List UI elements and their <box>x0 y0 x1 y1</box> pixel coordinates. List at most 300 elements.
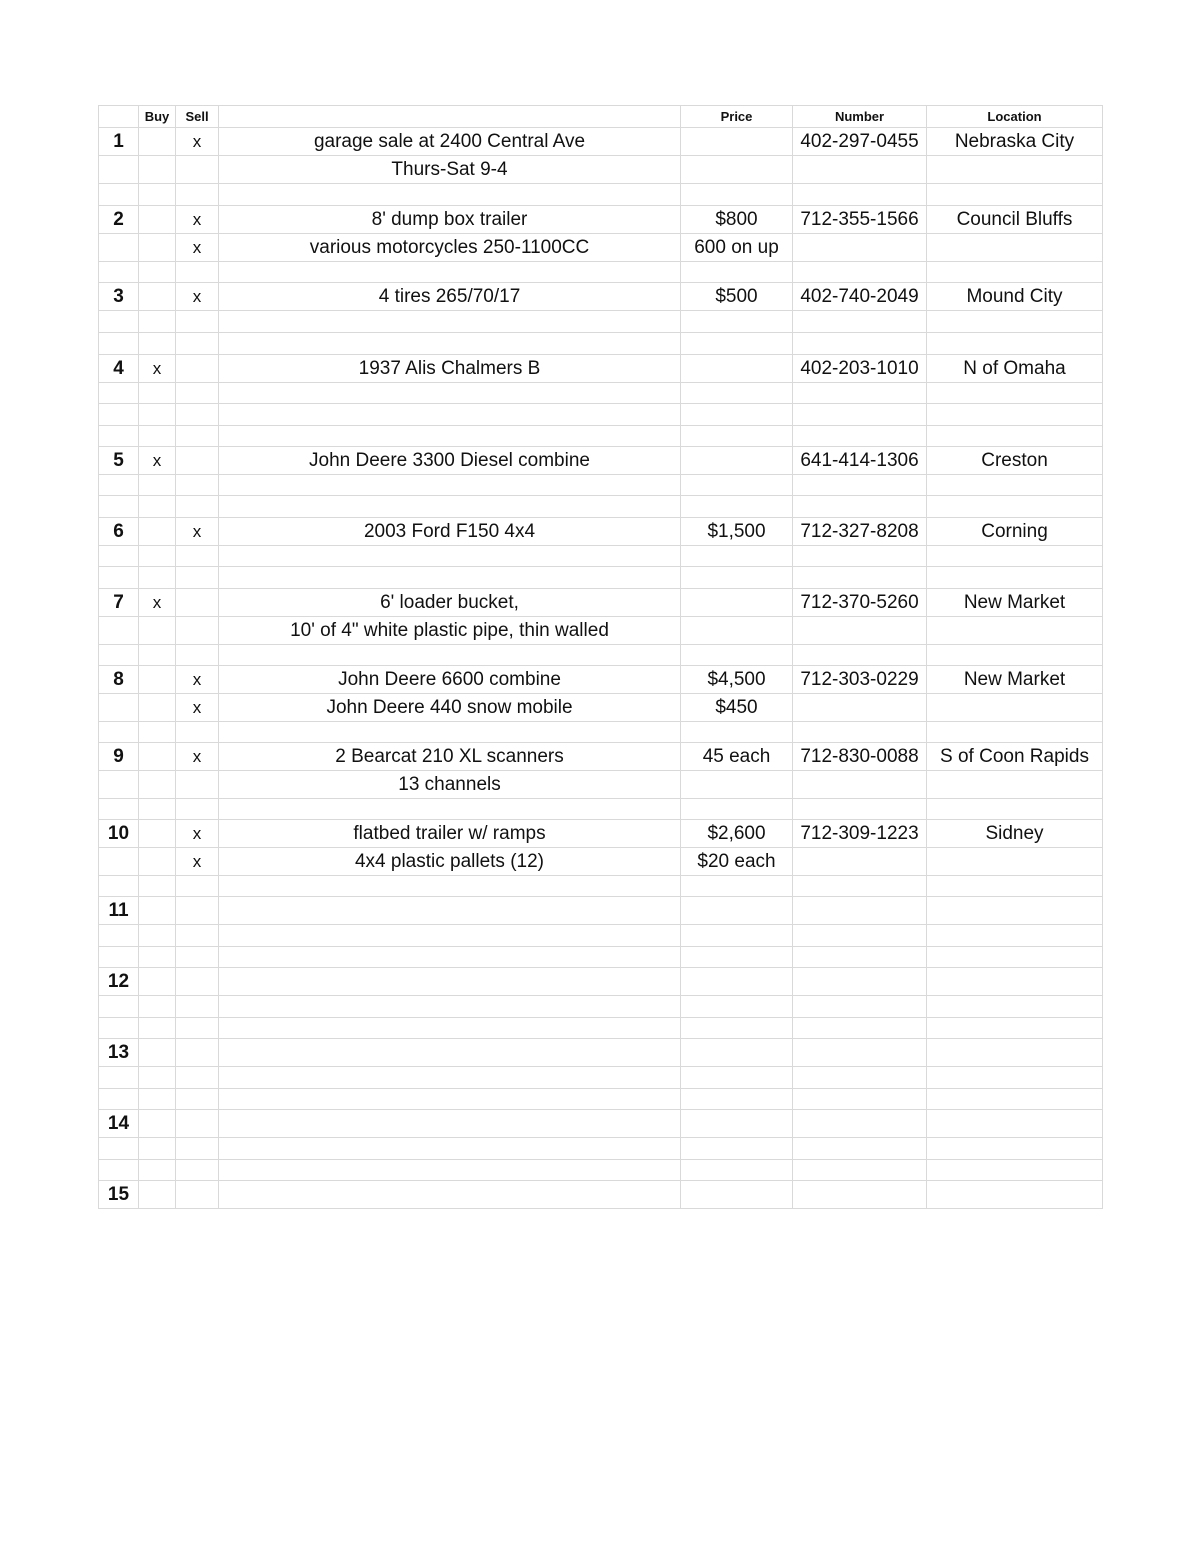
item-location: New Market <box>927 589 1103 617</box>
table-row <box>99 518 1103 546</box>
item-description: garage sale at 2400 Central Ave <box>219 128 681 156</box>
row-index <box>99 311 139 333</box>
sell-mark <box>176 1089 219 1110</box>
table-row <box>99 311 1103 333</box>
sell-mark <box>176 1160 219 1181</box>
item-location: Mound City <box>927 283 1103 311</box>
item-description: John Deere 3300 Diesel combine <box>219 447 681 475</box>
item-location <box>927 876 1103 897</box>
item-location <box>927 1039 1103 1067</box>
item-price <box>681 947 793 968</box>
item-price: $800 <box>681 206 793 234</box>
item-description <box>219 947 681 968</box>
phone-number <box>793 475 927 496</box>
buy-mark <box>139 311 176 333</box>
item-location <box>927 771 1103 799</box>
listings-body <box>99 128 1103 1209</box>
buy-mark <box>139 743 176 771</box>
sell-mark <box>176 1018 219 1039</box>
header-index <box>99 106 139 128</box>
phone-number <box>793 722 927 743</box>
table-row <box>99 404 1103 426</box>
item-description <box>219 496 681 518</box>
sell-mark <box>176 645 219 666</box>
item-price <box>681 404 793 426</box>
item-price <box>681 1160 793 1181</box>
item-description: 8' dump box trailer <box>219 206 681 234</box>
table-row <box>99 589 1103 617</box>
item-location <box>927 496 1103 518</box>
row-index <box>99 475 139 496</box>
sell-mark <box>176 925 219 947</box>
table-row <box>99 156 1103 184</box>
item-location <box>927 694 1103 722</box>
sell-mark <box>176 1039 219 1067</box>
table-row <box>99 355 1103 383</box>
item-location <box>927 799 1103 820</box>
phone-number <box>793 1160 927 1181</box>
row-index <box>99 645 139 666</box>
row-index <box>99 1138 139 1160</box>
sell-mark: x <box>176 234 219 262</box>
buy-mark <box>139 771 176 799</box>
table-row <box>99 1110 1103 1138</box>
buy-mark <box>139 206 176 234</box>
sell-mark <box>176 333 219 355</box>
sell-mark <box>176 404 219 426</box>
phone-number <box>793 925 927 947</box>
row-index: 12 <box>99 968 139 996</box>
item-description: 2 Bearcat 210 XL scanners <box>219 743 681 771</box>
buy-mark <box>139 1018 176 1039</box>
sell-mark <box>176 311 219 333</box>
item-price <box>681 1039 793 1067</box>
row-index <box>99 184 139 206</box>
phone-number <box>793 311 927 333</box>
row-index <box>99 1160 139 1181</box>
phone-number <box>793 617 927 645</box>
sell-mark <box>176 426 219 447</box>
phone-number <box>793 799 927 820</box>
row-index <box>99 799 139 820</box>
table-row <box>99 567 1103 589</box>
item-price <box>681 475 793 496</box>
item-price <box>681 333 793 355</box>
phone-number <box>793 897 927 925</box>
item-description <box>219 968 681 996</box>
item-location: S of Coon Rapids <box>927 743 1103 771</box>
buy-mark <box>139 404 176 426</box>
item-price <box>681 184 793 206</box>
table-row <box>99 771 1103 799</box>
buy-mark <box>139 1138 176 1160</box>
item-price <box>681 968 793 996</box>
item-location <box>927 947 1103 968</box>
row-index <box>99 234 139 262</box>
buy-mark <box>139 518 176 546</box>
item-description <box>219 1039 681 1067</box>
row-index <box>99 722 139 743</box>
row-index <box>99 694 139 722</box>
item-description <box>219 184 681 206</box>
buy-mark <box>139 897 176 925</box>
sell-mark <box>176 262 219 283</box>
row-index <box>99 426 139 447</box>
table-row <box>99 1160 1103 1181</box>
item-description: 1937 Alis Chalmers B <box>219 355 681 383</box>
buy-mark: x <box>139 447 176 475</box>
table-row <box>99 184 1103 206</box>
buy-mark <box>139 848 176 876</box>
item-description: 13 channels <box>219 771 681 799</box>
buy-mark <box>139 799 176 820</box>
sell-mark: x <box>176 743 219 771</box>
item-location <box>927 1018 1103 1039</box>
phone-number: 641-414-1306 <box>793 447 927 475</box>
buy-mark <box>139 234 176 262</box>
row-index <box>99 1089 139 1110</box>
sell-mark: x <box>176 206 219 234</box>
sell-mark <box>176 968 219 996</box>
item-location: N of Omaha <box>927 355 1103 383</box>
item-description <box>219 799 681 820</box>
item-price <box>681 645 793 666</box>
header-price: Price <box>681 106 793 128</box>
item-price <box>681 897 793 925</box>
phone-number: 712-327-8208 <box>793 518 927 546</box>
phone-number: 402-740-2049 <box>793 283 927 311</box>
item-location <box>927 1110 1103 1138</box>
sell-mark: x <box>176 820 219 848</box>
item-location <box>927 1181 1103 1209</box>
phone-number <box>793 1039 927 1067</box>
table-row <box>99 722 1103 743</box>
item-price <box>681 262 793 283</box>
table-row <box>99 645 1103 666</box>
item-description: John Deere 440 snow mobile <box>219 694 681 722</box>
row-index <box>99 848 139 876</box>
table-row <box>99 848 1103 876</box>
item-price <box>681 1089 793 1110</box>
item-location <box>927 1138 1103 1160</box>
phone-number <box>793 404 927 426</box>
table-row <box>99 1018 1103 1039</box>
buy-mark <box>139 1110 176 1138</box>
item-price <box>681 567 793 589</box>
buy-mark <box>139 184 176 206</box>
item-price <box>681 156 793 184</box>
sell-mark <box>176 1067 219 1089</box>
phone-number <box>793 947 927 968</box>
buy-mark <box>139 262 176 283</box>
row-index: 1 <box>99 128 139 156</box>
table-row <box>99 496 1103 518</box>
phone-number <box>793 876 927 897</box>
phone-number <box>793 1089 927 1110</box>
phone-number <box>793 848 927 876</box>
sell-mark <box>176 475 219 496</box>
item-location <box>927 156 1103 184</box>
phone-number <box>793 546 927 567</box>
item-price <box>681 799 793 820</box>
table-row <box>99 1181 1103 1209</box>
row-index: 13 <box>99 1039 139 1067</box>
row-index <box>99 546 139 567</box>
phone-number: 712-309-1223 <box>793 820 927 848</box>
item-description <box>219 645 681 666</box>
phone-number <box>793 333 927 355</box>
row-index <box>99 333 139 355</box>
item-description <box>219 1160 681 1181</box>
row-index: 8 <box>99 666 139 694</box>
buy-mark <box>139 546 176 567</box>
item-price <box>681 1018 793 1039</box>
table-row <box>99 799 1103 820</box>
table-row <box>99 897 1103 925</box>
item-description <box>219 567 681 589</box>
row-index <box>99 996 139 1018</box>
sell-mark <box>176 799 219 820</box>
sell-mark <box>176 383 219 404</box>
item-price <box>681 722 793 743</box>
sell-mark <box>176 546 219 567</box>
row-index: 7 <box>99 589 139 617</box>
item-price <box>681 996 793 1018</box>
buy-mark <box>139 567 176 589</box>
buy-mark <box>139 968 176 996</box>
row-index: 3 <box>99 283 139 311</box>
table-row <box>99 128 1103 156</box>
item-description <box>219 426 681 447</box>
table-row <box>99 996 1103 1018</box>
item-price: $1,500 <box>681 518 793 546</box>
phone-number: 712-355-1566 <box>793 206 927 234</box>
row-index: 9 <box>99 743 139 771</box>
buy-mark <box>139 694 176 722</box>
row-index <box>99 771 139 799</box>
row-index <box>99 1018 139 1039</box>
buy-mark <box>139 333 176 355</box>
buy-mark <box>139 1089 176 1110</box>
sell-mark <box>176 771 219 799</box>
item-price: $4,500 <box>681 666 793 694</box>
item-description <box>219 1067 681 1089</box>
item-price <box>681 546 793 567</box>
sell-mark: x <box>176 518 219 546</box>
row-index <box>99 404 139 426</box>
table-row <box>99 876 1103 897</box>
item-description <box>219 722 681 743</box>
table-row <box>99 1138 1103 1160</box>
sell-mark <box>176 996 219 1018</box>
item-description <box>219 925 681 947</box>
item-price <box>681 311 793 333</box>
buy-mark <box>139 426 176 447</box>
table-row <box>99 694 1103 722</box>
row-index <box>99 262 139 283</box>
phone-number <box>793 426 927 447</box>
header-buy: Buy <box>139 106 176 128</box>
phone-number <box>793 996 927 1018</box>
buy-mark <box>139 283 176 311</box>
sell-mark <box>176 876 219 897</box>
table-row <box>99 1067 1103 1089</box>
item-price <box>681 447 793 475</box>
item-description <box>219 333 681 355</box>
phone-number <box>793 694 927 722</box>
phone-number <box>793 968 927 996</box>
sell-mark <box>176 1181 219 1209</box>
item-location <box>927 546 1103 567</box>
row-index <box>99 925 139 947</box>
buy-mark <box>139 996 176 1018</box>
table-row <box>99 1039 1103 1067</box>
buy-mark <box>139 383 176 404</box>
sell-mark <box>176 184 219 206</box>
table-row <box>99 546 1103 567</box>
buy-mark <box>139 156 176 184</box>
item-description <box>219 475 681 496</box>
table-row <box>99 925 1103 947</box>
item-description <box>219 1089 681 1110</box>
row-index: 5 <box>99 447 139 475</box>
row-index <box>99 947 139 968</box>
row-index: 14 <box>99 1110 139 1138</box>
sell-mark <box>176 897 219 925</box>
buy-mark: x <box>139 589 176 617</box>
buy-mark: x <box>139 355 176 383</box>
table-row <box>99 666 1103 694</box>
item-location <box>927 617 1103 645</box>
item-location <box>927 925 1103 947</box>
item-price <box>681 1110 793 1138</box>
phone-number <box>793 1138 927 1160</box>
item-description: John Deere 6600 combine <box>219 666 681 694</box>
item-price <box>681 383 793 404</box>
buy-mark <box>139 1067 176 1089</box>
item-description: 4x4 plastic pallets (12) <box>219 848 681 876</box>
item-price <box>681 1138 793 1160</box>
item-price: $2,600 <box>681 820 793 848</box>
table-row <box>99 234 1103 262</box>
row-index: 4 <box>99 355 139 383</box>
phone-number <box>793 156 927 184</box>
phone-number <box>793 496 927 518</box>
row-index: 11 <box>99 897 139 925</box>
item-location <box>927 722 1103 743</box>
buy-mark <box>139 128 176 156</box>
header-location: Location <box>927 106 1103 128</box>
sell-mark <box>176 496 219 518</box>
header-number: Number <box>793 106 927 128</box>
item-description: flatbed trailer w/ ramps <box>219 820 681 848</box>
row-index: 6 <box>99 518 139 546</box>
phone-number <box>793 567 927 589</box>
sell-mark: x <box>176 694 219 722</box>
table-row <box>99 968 1103 996</box>
item-price <box>681 876 793 897</box>
buy-mark <box>139 820 176 848</box>
phone-number: 402-297-0455 <box>793 128 927 156</box>
sell-mark <box>176 947 219 968</box>
buy-mark <box>139 496 176 518</box>
header-description <box>219 106 681 128</box>
table-row <box>99 283 1103 311</box>
item-price <box>681 496 793 518</box>
item-price: $500 <box>681 283 793 311</box>
item-description <box>219 876 681 897</box>
phone-number <box>793 1181 927 1209</box>
sell-mark: x <box>176 283 219 311</box>
item-location <box>927 234 1103 262</box>
table-row <box>99 426 1103 447</box>
item-price <box>681 128 793 156</box>
item-price <box>681 589 793 617</box>
item-price <box>681 1067 793 1089</box>
phone-number <box>793 1018 927 1039</box>
item-description <box>219 383 681 404</box>
item-location <box>927 968 1103 996</box>
sell-mark <box>176 1110 219 1138</box>
row-index: 10 <box>99 820 139 848</box>
sell-mark: x <box>176 128 219 156</box>
item-location <box>927 897 1103 925</box>
buy-mark <box>139 925 176 947</box>
item-price <box>681 1181 793 1209</box>
item-description <box>219 262 681 283</box>
sell-mark <box>176 617 219 645</box>
table-row <box>99 617 1103 645</box>
item-description: 10' of 4" white plastic pipe, thin walled <box>219 617 681 645</box>
phone-number <box>793 184 927 206</box>
item-price: 600 on up <box>681 234 793 262</box>
buy-mark <box>139 617 176 645</box>
table-row <box>99 475 1103 496</box>
phone-number <box>793 645 927 666</box>
item-location <box>927 311 1103 333</box>
item-location <box>927 1067 1103 1089</box>
buy-mark <box>139 645 176 666</box>
buy-mark <box>139 947 176 968</box>
item-description: 6' loader bucket, <box>219 589 681 617</box>
phone-number <box>793 1067 927 1089</box>
item-price: 45 each <box>681 743 793 771</box>
item-price: $450 <box>681 694 793 722</box>
item-description <box>219 546 681 567</box>
item-description <box>219 1018 681 1039</box>
table-row <box>99 743 1103 771</box>
item-location: Council Bluffs <box>927 206 1103 234</box>
item-location: Corning <box>927 518 1103 546</box>
row-index: 15 <box>99 1181 139 1209</box>
item-price: $20 each <box>681 848 793 876</box>
item-location <box>927 426 1103 447</box>
item-price <box>681 771 793 799</box>
item-location <box>927 404 1103 426</box>
sell-mark <box>176 589 219 617</box>
phone-number <box>793 234 927 262</box>
row-index <box>99 567 139 589</box>
sell-mark: x <box>176 848 219 876</box>
item-description <box>219 404 681 426</box>
row-index <box>99 876 139 897</box>
table-row <box>99 262 1103 283</box>
header-sell: Sell <box>176 106 219 128</box>
item-description <box>219 311 681 333</box>
item-location <box>927 383 1103 404</box>
buy-mark <box>139 666 176 694</box>
item-location <box>927 475 1103 496</box>
